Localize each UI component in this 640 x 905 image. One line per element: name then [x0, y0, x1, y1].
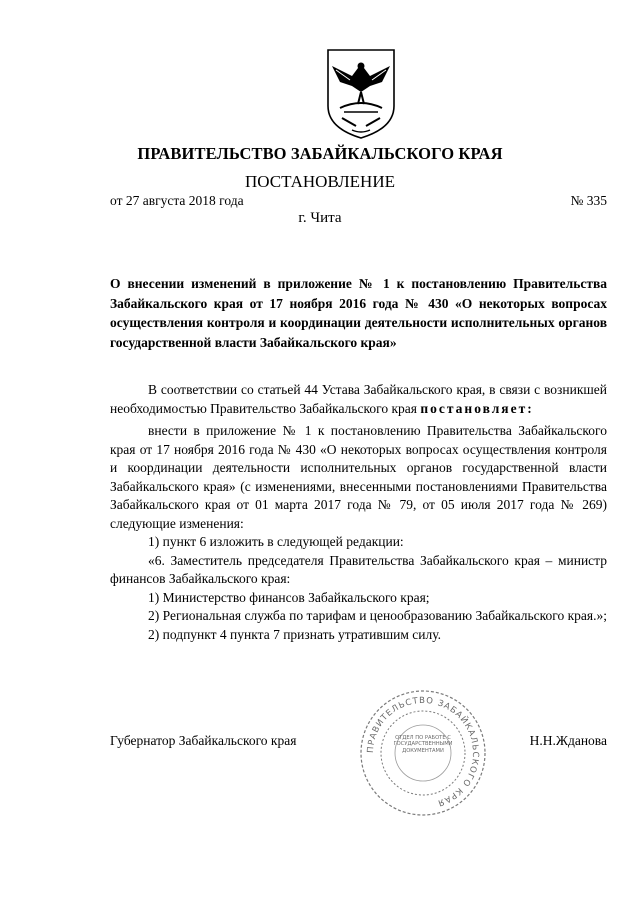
coat-of-arms-eagle-icon: [322, 46, 400, 140]
document-body: [110, 381, 607, 644]
item-1-sub-2: 2) Региональная служба по тарифам и ценообразованию Забайкальского края.»;: [148, 608, 607, 623]
item-1-sub-1: 1) Министерство финансов Забайкальского края;: [148, 589, 430, 605]
document-date: от 27 августа 2018 года: [110, 193, 244, 208]
document-number: № 335: [570, 193, 607, 208]
document-heading: О внесении изменений в приложение № 1 к постановлению Правительства Забайкальского края от 17 ноября 2016 года № 430 «О некоторых вопросах осуществления контроля и координации деятельности исполнительных органов государственной власти Забайкальского края»: [110, 276, 607, 350]
item-1-quote: «6. Заместитель председателя Правительства Забайкальского края – министр финансов Забайкальского края:: [110, 552, 607, 586]
city: г. Чита: [298, 210, 342, 226]
official-seal-icon: [357, 687, 489, 819]
main-paragraph: внести в приложение № 1 к постановлению Правительства Забайкальского края от 17 ноября 2016 года № 430 «О некоторых вопросах осуществления контроля и координации деятельности исполнительных органов государственной власти Забайкальского края» (с изменениями, внесенными постановлениями Правительства Забайкальского края от 01 марта 2017 года № 79, от 05 июля 2017 года № 269) следующие изменения:: [110, 423, 607, 531]
item-2: 2) подпункт 4 пункта 7 признать утратившим силу.: [148, 626, 441, 642]
document-type: ПОСТАНОВЛЕНИЕ: [244, 172, 395, 191]
signatory-name: Н.Н.Жданова: [529, 733, 607, 748]
government-title: ПРАВИТЕЛЬСТВО ЗАБАЙКАЛЬСКОГО КРАЯ: [137, 144, 503, 163]
item-1: 1) пункт 6 изложить в следующей редакции:: [148, 534, 404, 549]
signatory-position: Губернатор Забайкальского края: [110, 733, 297, 748]
decides-word: постановляет:: [420, 400, 534, 416]
seal-ring-text: ПРАВИТЕЛЬСТВО ЗАБАЙКАЛЬСКОГО КРАЯ: [365, 695, 481, 808]
intro-paragraph: [110, 381, 607, 418]
seal-inner-text: ОТДЕЛ ПО РАБОТЕ С ГОСУДАРСТВЕННЫМИ ДОКУМЕНТАМИ: [393, 735, 453, 754]
intro-text: В соответствии со статьей 44 Устава Забайкальского края, в связи с возникшей необходимостью Правительство Забайкальского края: [110, 382, 607, 416]
